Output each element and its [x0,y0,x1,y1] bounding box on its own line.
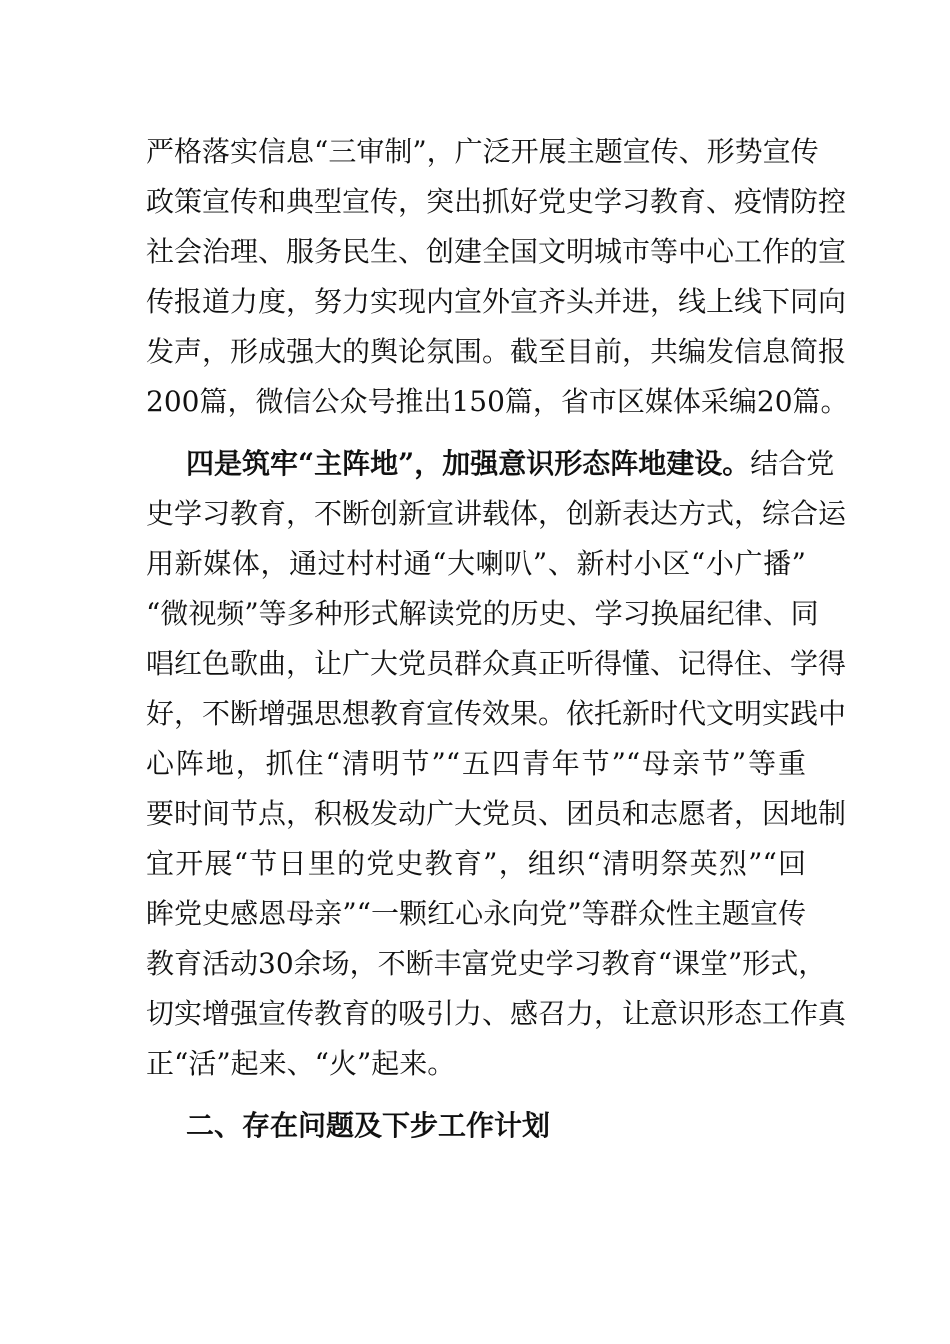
paragraph-2-line-13: 正“活”起来、“火”起来。 [146,1047,456,1080]
paragraph-2-line-9: 宜开展“节日里的党史教育”，组织“清明祭英烈”“回 [146,847,806,880]
paragraph-1-line-6: 200篇，微信公众号推出150篇，省市区媒体采编20篇。 [146,385,849,418]
paragraph-2-line-2: 史学习教育，不断创新宣讲载体，创新表达方式，综合运 [146,497,847,530]
paragraph-2-line-12: 切实增强宣传教育的吸引力、感召力，让意识形态工作真 [146,997,847,1030]
paragraph-1-line-2: 政策宣传和典型宣传，突出抓好党史学习教育、疫情防控 [146,185,847,218]
paragraph-2-line-8: 要时间节点，积极发动广大党员、团员和志愿者，因地制 [146,797,847,830]
paragraph-2-line-6: 好，不断增强思想教育宣传效果。依托新时代文明实践中 [146,697,847,730]
paragraph-2-line-1 [186,444,835,484]
paragraph-1-line-4: 传报道力度，努力实现内宣外宣齐头并进，线上线下同向 [146,285,847,318]
paragraph-1-line-3: 社会治理、服务民生、创建全国文明城市等中心工作的宣 [146,235,847,268]
section-heading: 二、存在问题及下步工作计划 [186,1109,551,1142]
paragraph-2-line-11: 教育活动30余场，不断丰富党史学习教育“课堂”形式， [146,947,827,980]
paragraph-2-line-4: “微视频”等多种形式解读党的历史、学习换届纪律、同 [146,597,819,630]
paragraph-2-first-line-rest: 结合党 [750,447,835,480]
paragraph-2-line-10: 眸党史感恩母亲”“一颗红心永向党”等群众性主题宣传 [146,897,806,930]
paragraph-2-bold-lead: 四是筑牢“主阵地”，加强意识形态阵地建设。 [186,447,751,480]
paragraph-1-line-5: 发声，形成强大的舆论氛围。截至目前，共编发信息简报 [146,335,847,368]
paragraph-1-line-1: 严格落实信息“三审制”，广泛开展主题宣传、形势宣传 [146,135,819,168]
paragraph-2-line-3: 用新媒体，通过村村通“大喇叭”、新村小区“小广播” [146,547,806,580]
paragraph-2-line-5: 唱红色歌曲，让广大党员群众真正听得懂、记得住、学得 [146,647,847,680]
paragraph-2-line-7: 心阵地，抓住“清明节”“五四青年节”“母亲节”等重 [146,747,806,780]
